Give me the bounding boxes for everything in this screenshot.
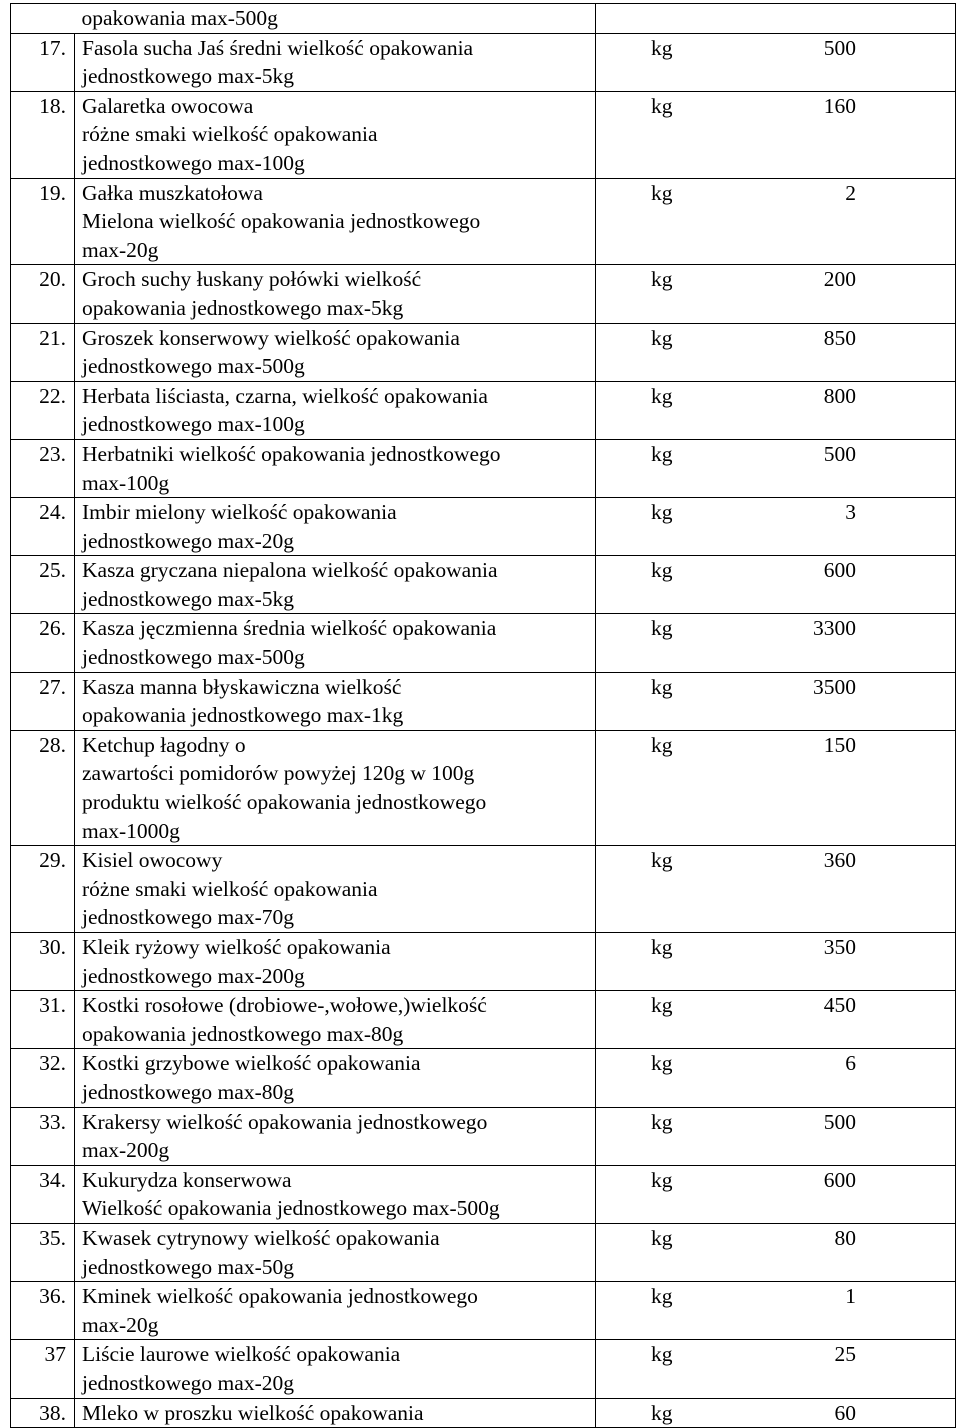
item-unit: kg	[651, 732, 673, 757]
item-name: Kasza gryczana niepalona wielkość opakowania jednostkowego max-5kg	[75, 556, 596, 614]
item-unit: kg	[651, 35, 673, 60]
item-name: Kostki grzybowe wielkość opakowania jednostkowego max-80g	[75, 1049, 596, 1107]
item-name: Kostki rosołowe (drobiowe-,wołowe,)wielkość opakowania jednostkowego max-80g	[75, 991, 596, 1049]
unit-quantity-cell	[596, 1282, 956, 1340]
item-number: 28.	[11, 730, 75, 845]
item-number: 30.	[11, 933, 75, 991]
table-row	[11, 265, 956, 323]
goods-table	[10, 3, 956, 1428]
item-quantity: 60	[834, 1400, 856, 1425]
item-number: 20.	[11, 265, 75, 323]
item-number: 23.	[11, 439, 75, 497]
unit-quantity-cell	[596, 178, 956, 265]
item-number: 36.	[11, 1282, 75, 1340]
table-row	[11, 33, 956, 91]
item-quantity: 450	[823, 993, 856, 1018]
item-name: Fasola sucha Jaś średni wielkość opakowania jednostkowego max-5kg	[75, 33, 596, 91]
item-number: 24.	[11, 498, 75, 556]
table-row	[11, 498, 956, 556]
item-name: Imbir mielony wielkość opakowania jednostkowego max-20g	[75, 498, 596, 556]
item-unit: kg	[651, 1400, 673, 1425]
item-number: 33.	[11, 1107, 75, 1165]
item-name: Mleko w proszku wielkość opakowania	[75, 1398, 596, 1428]
item-name: Kasza jęczmienna średnia wielkość opakowania jednostkowego max-500g	[75, 614, 596, 672]
table-row	[11, 614, 956, 672]
unit-quantity-cell	[596, 498, 956, 556]
item-name: Galaretka owocowa różne smaki wielkość opakowania jednostkowego max-100g	[75, 91, 596, 178]
item-quantity: 160	[823, 93, 856, 118]
unit-quantity-cell	[596, 1223, 956, 1281]
item-quantity: 500	[823, 441, 856, 466]
item-unit: kg	[651, 1051, 673, 1076]
item-name: Kisiel owocowy różne smaki wielkość opakowania jednostkowego max-70g	[75, 846, 596, 933]
item-quantity: 3500	[813, 674, 856, 699]
item-number: 32.	[11, 1049, 75, 1107]
unit-quantity-cell	[596, 91, 956, 178]
item-unit: kg	[651, 93, 673, 118]
unit-quantity-cell	[596, 933, 956, 991]
item-name: Kasza manna błyskawiczna wielkość opakowania jednostkowego max-1kg	[75, 672, 596, 730]
item-quantity: 200	[823, 267, 856, 292]
item-quantity: 3	[845, 500, 856, 525]
item-quantity: 850	[823, 325, 856, 350]
item-unit: kg	[651, 1284, 673, 1309]
item-unit: kg	[651, 1225, 673, 1250]
item-name: Ketchup łagodny o zawartości pomidorów powyżej 120g w 100g produktu wielkość opakowania jednostkowego max-1000g	[75, 730, 596, 845]
unit-quantity-cell	[596, 991, 956, 1049]
item-unit: kg	[651, 935, 673, 959]
table-row	[11, 4, 956, 34]
item-name: Kleik ryżowy wielkość opakowania jednostkowego max-200g	[75, 933, 596, 991]
table-row	[11, 178, 956, 265]
goods-table-body	[11, 4, 956, 1428]
item-name: Kukurydza konserwowa Wielkość opakowania jednostkowego max-500g	[75, 1165, 596, 1223]
unit-quantity-cell	[596, 846, 956, 933]
unit-quantity-cell	[596, 1107, 956, 1165]
item-unit: kg	[651, 267, 673, 292]
item-number: 17.	[11, 33, 75, 91]
table-row	[11, 439, 956, 497]
unit-quantity-cell	[596, 1165, 956, 1223]
table-row	[11, 1398, 956, 1428]
item-quantity: 350	[823, 935, 856, 959]
item-quantity: 600	[823, 1167, 856, 1192]
item-name: opakowania max-500g	[75, 4, 596, 34]
table-row	[11, 933, 956, 991]
item-unit: kg	[651, 558, 673, 583]
item-number: 19.	[11, 178, 75, 265]
item-name: Gałka muszkatołowa Mielona wielkość opakowania jednostkowego max-20g	[75, 178, 596, 265]
item-quantity: 800	[823, 383, 856, 408]
unit-quantity-cell	[596, 1049, 956, 1107]
item-unit: kg	[651, 1109, 673, 1134]
item-number: 25.	[11, 556, 75, 614]
item-unit: kg	[651, 180, 673, 205]
unit-quantity-cell	[596, 1398, 956, 1428]
unit-quantity-cell	[596, 556, 956, 614]
item-number: 21.	[11, 323, 75, 381]
item-quantity: 3300	[813, 616, 856, 641]
item-quantity: 500	[823, 1109, 856, 1134]
item-name: Kminek wielkość opakowania jednostkowego max-20g	[75, 1282, 596, 1340]
table-row	[11, 1049, 956, 1107]
item-number: 31.	[11, 991, 75, 1049]
table-row	[11, 991, 956, 1049]
unit-quantity-cell	[596, 1340, 956, 1398]
item-name: Groch suchy łuskany połówki wielkość opakowania jednostkowego max-5kg	[75, 265, 596, 323]
table-row	[11, 323, 956, 381]
item-quantity: 80	[834, 1225, 856, 1250]
item-number: 27.	[11, 672, 75, 730]
unit-quantity-cell	[596, 323, 956, 381]
item-number: 29.	[11, 846, 75, 933]
item-unit: kg	[651, 325, 673, 350]
item-quantity: 6	[845, 1051, 856, 1076]
table-row	[11, 1165, 956, 1223]
item-quantity: 360	[823, 848, 856, 873]
item-name: Krakersy wielkość opakowania jednostkowego max-200g	[75, 1107, 596, 1165]
item-number: 38.	[11, 1398, 75, 1428]
unit-quantity-cell	[596, 33, 956, 91]
unit-quantity-cell	[596, 730, 956, 845]
item-number: 26.	[11, 614, 75, 672]
unit-quantity-cell	[596, 439, 956, 497]
unit-quantity-cell	[596, 265, 956, 323]
table-row	[11, 1223, 956, 1281]
item-quantity: 600	[823, 558, 856, 583]
unit-quantity-cell	[596, 672, 956, 730]
table-row	[11, 91, 956, 178]
item-number: 18.	[11, 91, 75, 178]
item-quantity: 500	[823, 35, 856, 60]
item-name: Herbata liściasta, czarna, wielkość opakowania jednostkowego max-100g	[75, 381, 596, 439]
table-row	[11, 730, 956, 845]
item-unit: kg	[651, 1167, 673, 1192]
table-row	[11, 1282, 956, 1340]
table-row	[11, 672, 956, 730]
item-unit: kg	[651, 383, 673, 408]
item-quantity: 1	[845, 1284, 856, 1309]
item-quantity: 25	[834, 1342, 856, 1367]
item-quantity: 2	[845, 180, 856, 205]
item-unit: kg	[651, 848, 673, 873]
item-unit: kg	[651, 993, 673, 1018]
table-row	[11, 846, 956, 933]
table-row	[11, 381, 956, 439]
item-number	[11, 4, 75, 34]
unit-quantity-cell	[596, 4, 956, 34]
item-quantity: 150	[823, 732, 856, 757]
item-number: 34.	[11, 1165, 75, 1223]
item-name: Liście laurowe wielkość opakowania jednostkowego max-20g	[75, 1340, 596, 1398]
item-unit: kg	[651, 616, 673, 641]
item-number: 35.	[11, 1223, 75, 1281]
table-row	[11, 1340, 956, 1398]
item-number: 37	[11, 1340, 75, 1398]
table-row	[11, 556, 956, 614]
item-unit: kg	[651, 1342, 673, 1367]
unit-quantity-cell	[596, 381, 956, 439]
item-name: Kwasek cytrynowy wielkość opakowania jednostkowego max-50g	[75, 1223, 596, 1281]
item-unit: kg	[651, 500, 673, 525]
item-number: 22.	[11, 381, 75, 439]
item-unit: kg	[651, 674, 673, 699]
item-name: Groszek konserwowy wielkość opakowania jednostkowego max-500g	[75, 323, 596, 381]
item-name: Herbatniki wielkość opakowania jednostkowego max-100g	[75, 439, 596, 497]
item-unit: kg	[651, 441, 673, 466]
unit-quantity-cell	[596, 614, 956, 672]
table-row	[11, 1107, 956, 1165]
